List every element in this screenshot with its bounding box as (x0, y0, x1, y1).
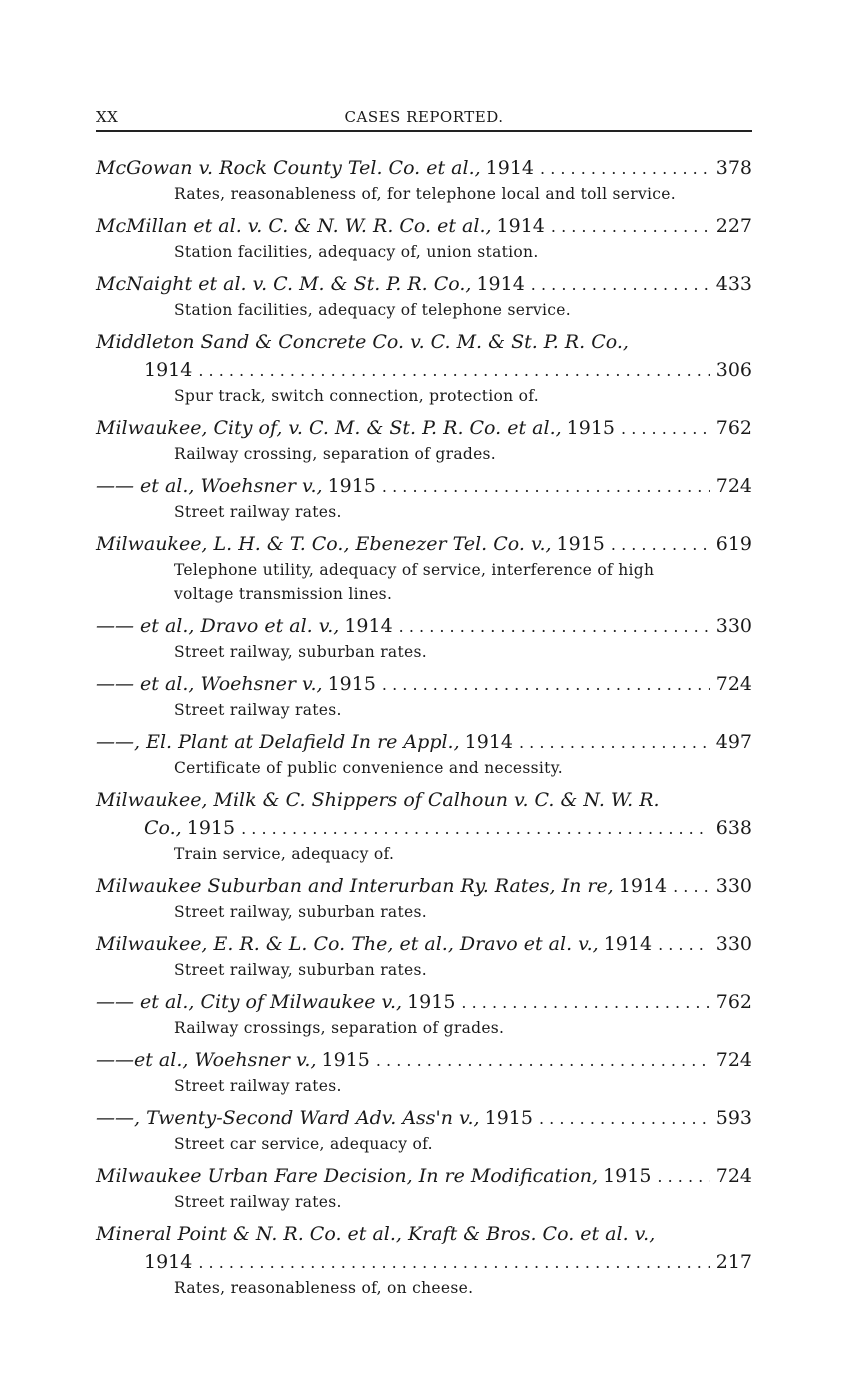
case-year: 1915 (603, 1165, 652, 1187)
case-citation-line (96, 472, 752, 500)
page-reference: 638 (715, 817, 752, 839)
page-reference: 619 (715, 533, 752, 555)
case-entry (96, 154, 752, 206)
case-subject: Rates, reasonableness of, for telephone local and toll service. (174, 185, 676, 203)
case-citation-line (96, 414, 752, 442)
dot-leader (658, 931, 710, 959)
page-reference: 724 (715, 1165, 752, 1187)
dot-leader (531, 271, 710, 299)
case-list (96, 154, 752, 1306)
dot-leader (198, 1249, 709, 1277)
case-subject: Street car service, adequacy of. (174, 1135, 433, 1153)
case-entry (96, 988, 752, 1040)
case-entry (96, 212, 752, 264)
case-subject: Street railway rates. (174, 503, 342, 521)
case-year: 1915 (327, 673, 376, 695)
page-reference: 497 (715, 731, 752, 753)
running-header (96, 108, 752, 130)
case-entry (96, 930, 752, 982)
case-year: 1915 (327, 475, 376, 497)
page-reference: 593 (715, 1107, 752, 1129)
case-year: 1914 (618, 875, 668, 897)
case-subject: Station facilities, adequacy of, union station. (174, 243, 539, 261)
case-title: Milwaukee, City of, v. C. M. & St. P. R. Co. et al., (96, 417, 562, 439)
dot-leader (241, 815, 710, 843)
case-citation-line (96, 930, 752, 958)
case-citation-line (96, 612, 752, 640)
case-subject: Railway crossing, separation of grades. (174, 445, 497, 463)
case-year: 1914 (464, 731, 513, 753)
case-subject: Station facilities, adequacy of telephone service. (174, 301, 571, 319)
case-title: Milwaukee Suburban and Interurban Ry. Rates, In re, (96, 875, 614, 897)
case-title: ——et al., Woehsner v., (96, 1049, 317, 1071)
dot-leader (673, 873, 710, 901)
page-reference: 724 (715, 1049, 752, 1071)
dot-leader (382, 671, 710, 699)
page-reference: 330 (715, 615, 752, 637)
case-subject: Train service, adequacy of. (174, 845, 395, 863)
case-subject: Railway crossings, separation of grades. (174, 1019, 505, 1037)
case-entry (96, 1162, 752, 1214)
dot-leader (519, 729, 710, 757)
case-subject: Street railway rates. (174, 701, 342, 719)
case-year: 1914 (485, 157, 535, 179)
case-year: 1915 (407, 991, 456, 1013)
case-title: McMillan et al. v. C. & N. W. R. Co. et al., (96, 215, 492, 237)
page-reference: 724 (715, 475, 752, 497)
case-subject: Telephone utility, adequacy of service, interference of high voltage transmission lines. (174, 561, 655, 603)
case-entry (96, 530, 752, 606)
case-citation-line (96, 328, 752, 356)
case-subject: Spur track, switch connection, protection of. (174, 387, 539, 405)
case-entry (96, 328, 752, 408)
case-title: —— et al., Woehsner v., (96, 673, 323, 695)
case-year: 1914 (144, 1251, 193, 1273)
case-title: Milwaukee, L. H. & T. Co., Ebenezer Tel. Co. v., (96, 533, 552, 555)
page-reference: 306 (715, 359, 752, 381)
page-reference: 433 (715, 273, 752, 295)
case-title: Milwaukee Urban Fare Decision, In re Modification, (96, 1165, 599, 1187)
case-citation-line (96, 212, 752, 240)
case-year: 1915 (321, 1049, 370, 1071)
case-entry (96, 1104, 752, 1156)
case-title: Milwaukee, E. R. & L. Co. The, et al., Dravo et al. v., (96, 933, 599, 955)
case-entry (96, 1046, 752, 1098)
dot-leader (551, 213, 710, 241)
page-reference: 217 (715, 1251, 752, 1273)
case-year: 1915 (556, 533, 605, 555)
case-subject: Street railway rates. (174, 1193, 342, 1211)
case-citation-line (96, 988, 752, 1016)
case-citation-line (96, 872, 752, 900)
case-entry (96, 786, 752, 866)
case-year: 1914 (476, 273, 525, 295)
case-citation-line (96, 1104, 752, 1132)
case-year: 1914 (344, 615, 393, 637)
case-title: ——, Twenty-Second Ward Adv. Ass'n v., (96, 1107, 480, 1129)
case-subject: Street railway, suburban rates. (174, 903, 427, 921)
page-reference: 378 (715, 157, 752, 179)
page-reference: 330 (715, 875, 752, 897)
case-entry (96, 414, 752, 466)
page-reference: 227 (715, 215, 752, 237)
page-reference: 762 (715, 417, 752, 439)
dot-leader (382, 473, 710, 501)
case-year: 1914 (603, 933, 653, 955)
case-subject: Street railway rates. (174, 1077, 342, 1095)
case-entry (96, 728, 752, 780)
case-citation-line (96, 1046, 752, 1074)
case-title: Mineral Point & N. R. Co. et al., Kraft & Bros. Co. et al. v., (96, 1223, 656, 1245)
dot-leader (461, 989, 709, 1017)
case-title: McGowan v. Rock County Tel. Co. et al., (96, 157, 481, 179)
page-number: XX (96, 108, 119, 126)
case-entry (96, 1220, 752, 1300)
case-citation-continuation (96, 814, 752, 842)
dot-leader (539, 1105, 710, 1133)
case-citation-line (96, 786, 752, 814)
dot-leader (198, 357, 709, 385)
case-title: ——, El. Plant at Delafield In re Appl., (96, 731, 460, 753)
case-title: McNaight et al. v. C. M. & St. P. R. Co., (96, 273, 472, 295)
case-citation-line (96, 670, 752, 698)
case-title: Milwaukee, Milk & C. Shippers of Calhoun v. C. & N. W. R. (96, 789, 660, 811)
case-title: —— et al., City of Milwaukee v., (96, 991, 403, 1013)
case-citation-line (96, 530, 752, 558)
case-entry (96, 270, 752, 322)
case-year: 1915 (186, 817, 236, 839)
case-title-continuation: Co., (144, 817, 182, 839)
case-year: 1914 (496, 215, 545, 237)
case-subject: Street railway, suburban rates. (174, 643, 427, 661)
case-citation-continuation (96, 1248, 752, 1276)
case-title: —— et al., Woehsner v., (96, 475, 323, 497)
case-title: —— et al., Dravo et al. v., (96, 615, 340, 637)
page-title: CASES REPORTED. (344, 108, 504, 126)
case-year: 1915 (484, 1107, 533, 1129)
dot-leader (657, 1163, 709, 1191)
case-entry (96, 612, 752, 664)
page-reference: 330 (715, 933, 752, 955)
case-title: Middleton Sand & Concrete Co. v. C. M. & St. P. R. Co., (96, 331, 629, 353)
case-citation-line (96, 270, 752, 298)
case-entry (96, 670, 752, 722)
case-subject: Rates, reasonableness of, on cheese. (174, 1279, 474, 1297)
page-reference: 762 (715, 991, 752, 1013)
case-citation-line (96, 1162, 752, 1190)
case-citation-line (96, 728, 752, 756)
case-subject: Street railway, suburban rates. (174, 961, 427, 979)
case-entry (96, 472, 752, 524)
dot-leader (376, 1047, 710, 1075)
case-subject: Certificate of public convenience and necessity. (174, 759, 563, 777)
dot-leader (540, 155, 710, 183)
page-reference: 724 (715, 673, 752, 695)
case-entry (96, 872, 752, 924)
case-year: 1915 (566, 417, 616, 439)
dot-leader (621, 415, 710, 443)
case-citation-continuation (96, 356, 752, 384)
dot-leader (399, 613, 710, 641)
case-citation-line (96, 1220, 752, 1248)
case-citation-line (96, 154, 752, 182)
case-year: 1914 (144, 359, 193, 381)
dot-leader (611, 531, 710, 559)
header-rule (96, 130, 752, 132)
